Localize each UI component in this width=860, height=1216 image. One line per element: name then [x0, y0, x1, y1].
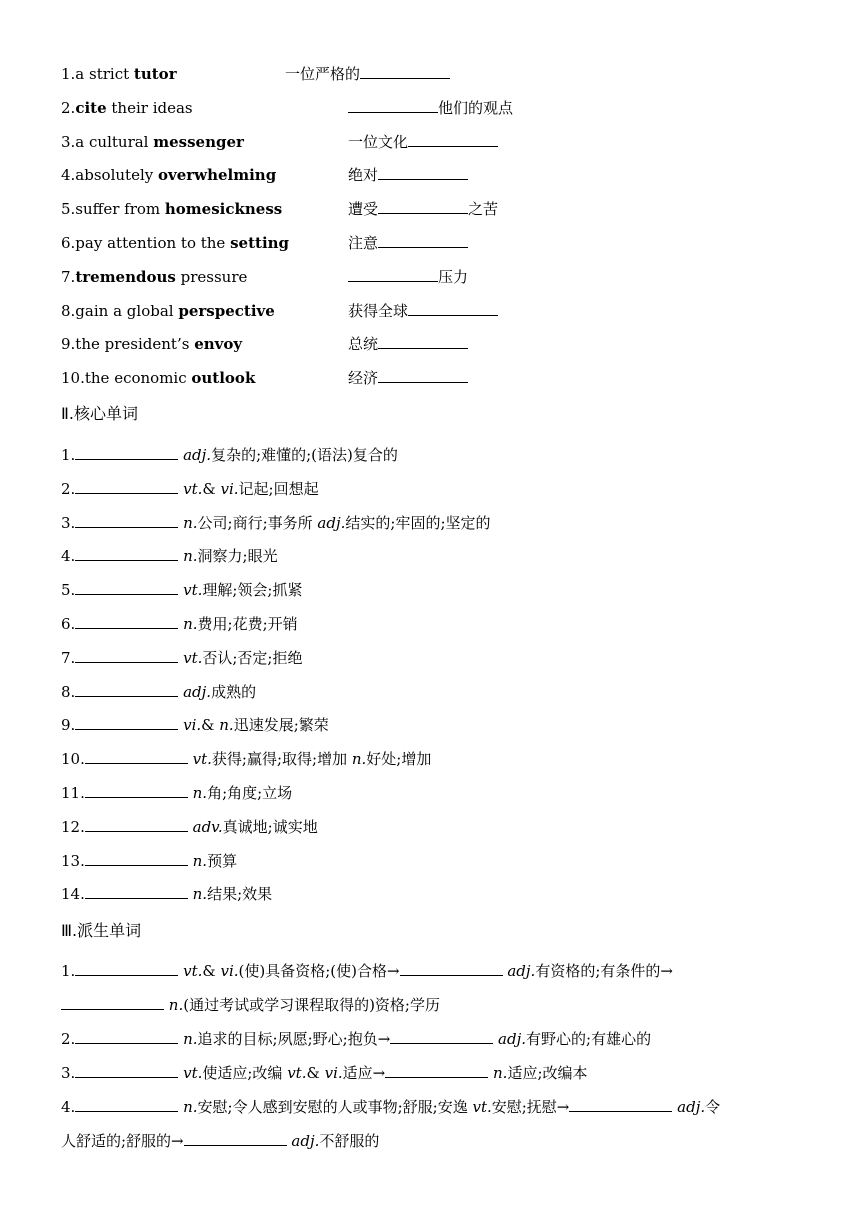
translation-row-6: 注意 [348, 233, 468, 253]
core-word-row-1: 1. adj.复杂的;难懂的;(语法)复合的 [61, 446, 398, 464]
derived-item-3: 3. vt.使适应;改编 vt.& vi.适应→ n.适应;改编本 [61, 1064, 588, 1082]
answer-blank[interactable] [378, 368, 468, 383]
answer-blank[interactable] [184, 1131, 287, 1146]
answer-blank[interactable] [75, 1029, 178, 1044]
answer-blank[interactable] [408, 301, 498, 316]
answer-blank[interactable] [348, 267, 438, 282]
key-word: tremendous [75, 267, 176, 286]
answer-blank[interactable] [75, 614, 178, 629]
section-heading-core-words: Ⅱ.核心单词 [61, 404, 138, 423]
core-word-row-6: 6. n.费用;花费;开销 [61, 615, 298, 633]
translation-row-4: 绝对 [348, 165, 468, 185]
core-word-row-5: 5. vt.理解;领会;抓紧 [61, 581, 303, 600]
core-word-row-12: 12. adv.真诚地;诚实地 [61, 817, 318, 836]
answer-blank[interactable] [400, 961, 503, 976]
phrase-row-1: 1.a strict tutor [61, 65, 177, 83]
answer-blank[interactable] [75, 546, 178, 561]
core-word-row-2: 2. vt.& vi.记起;回想起 [61, 479, 319, 498]
translation-row-9: 总统 [348, 334, 468, 354]
core-word-row-3: 3. n.公司;商行;事务所 adj.结实的;牢固的;坚定的 [61, 513, 491, 532]
core-word-row-8: 8. adj.成熟的 [61, 682, 257, 701]
answer-blank[interactable] [85, 851, 188, 866]
answer-blank[interactable] [378, 199, 468, 214]
key-word: messenger [153, 132, 244, 151]
key-word: setting [230, 234, 290, 252]
phrase-row-2: 2.cite their ideas [61, 98, 193, 117]
answer-blank[interactable] [75, 1063, 178, 1078]
answer-blank[interactable] [85, 884, 188, 899]
phrase-row-10: 10.the economic outlook [61, 369, 256, 388]
phrase-row-9: 9.the president’s envoy [61, 335, 243, 354]
core-word-row-13: 13. n.预算 [61, 851, 238, 870]
answer-blank[interactable] [378, 334, 468, 349]
answer-blank[interactable] [378, 165, 468, 180]
phrase-row-4: 4.absolutely overwhelming [61, 166, 277, 185]
key-word: envoy [194, 335, 243, 354]
answer-blank[interactable] [390, 1029, 493, 1044]
core-word-row-10: 10. vt.获得;赢得;取得;增加 n.好处;增加 [61, 750, 432, 769]
answer-blank[interactable] [61, 995, 164, 1010]
answer-blank[interactable] [85, 817, 188, 832]
answer-blank[interactable] [85, 749, 188, 764]
key-word: outlook [191, 369, 256, 388]
derived-item-4-line-1: 4. n.安慰;令人感到安慰的人或事物;舒服;安逸 vt.安慰;抚慰→ adj.令 [61, 1098, 721, 1116]
answer-blank[interactable] [385, 1063, 488, 1078]
section-heading-derived-words: Ⅲ.派生单词 [61, 921, 142, 940]
answer-blank[interactable] [569, 1097, 672, 1112]
phrase-row-3: 3.a cultural messenger [61, 132, 244, 151]
answer-blank[interactable] [85, 783, 188, 798]
derived-item-4-line-2: 人舒适的;舒服的→ adj.不舒服的 [61, 1132, 380, 1150]
key-word: tutor [133, 65, 177, 83]
derived-item-1-line-1: 1. vt.& vi.(使)具备资格;(使)合格→ adj.有资格的;有条件的→ [61, 962, 673, 980]
answer-blank[interactable] [348, 98, 438, 113]
translation-row-7: 压力 [348, 267, 468, 287]
translation-row-8: 获得全球 [348, 301, 498, 321]
answer-blank[interactable] [378, 233, 468, 248]
translation-row-2: 他们的观点 [348, 98, 513, 118]
answer-blank[interactable] [75, 580, 178, 595]
key-word: perspective [178, 301, 275, 320]
key-word: cite [75, 98, 107, 117]
derived-item-2: 2. n.追求的目标;夙愿;野心;抱负→ adj.有野心的;有雄心的 [61, 1030, 652, 1048]
answer-blank[interactable] [75, 715, 178, 730]
answer-blank[interactable] [75, 479, 178, 494]
answer-blank[interactable] [360, 64, 450, 79]
translation-row-1: 一位严格的 [285, 64, 450, 84]
phrase-row-8: 8.gain a global perspective [61, 301, 275, 320]
key-word: overwhelming [158, 166, 277, 185]
answer-blank[interactable] [75, 1097, 178, 1112]
core-word-row-9: 9. vi.& n.迅速发展;繁荣 [61, 716, 329, 735]
phrase-row-6: 6.pay attention to the setting [61, 234, 290, 252]
derived-item-1-line-2: n.(通过考试或学习课程取得的)资格;学历 [61, 995, 440, 1015]
translation-row-10: 经济 [348, 368, 468, 388]
answer-blank[interactable] [75, 513, 178, 528]
phrase-row-7: 7.tremendous pressure [61, 267, 248, 286]
answer-blank[interactable] [75, 445, 178, 460]
core-word-row-14: 14. n.结果;效果 [61, 885, 273, 904]
core-word-row-11: 11. n.角;角度;立场 [61, 784, 293, 802]
answer-blank[interactable] [75, 648, 178, 663]
translation-row-3: 一位文化 [348, 132, 498, 152]
answer-blank[interactable] [75, 961, 178, 976]
core-word-row-4: 4. n.洞察力;眼光 [61, 547, 278, 566]
answer-blank[interactable] [75, 682, 178, 697]
core-word-row-7: 7. vt.否认;否定;拒绝 [61, 648, 303, 667]
phrase-row-5: 5.suffer from homesickness [61, 200, 283, 219]
key-word: homesickness [164, 200, 283, 219]
answer-blank[interactable] [408, 132, 498, 147]
translation-row-5: 遭受 之苦 [348, 200, 499, 219]
